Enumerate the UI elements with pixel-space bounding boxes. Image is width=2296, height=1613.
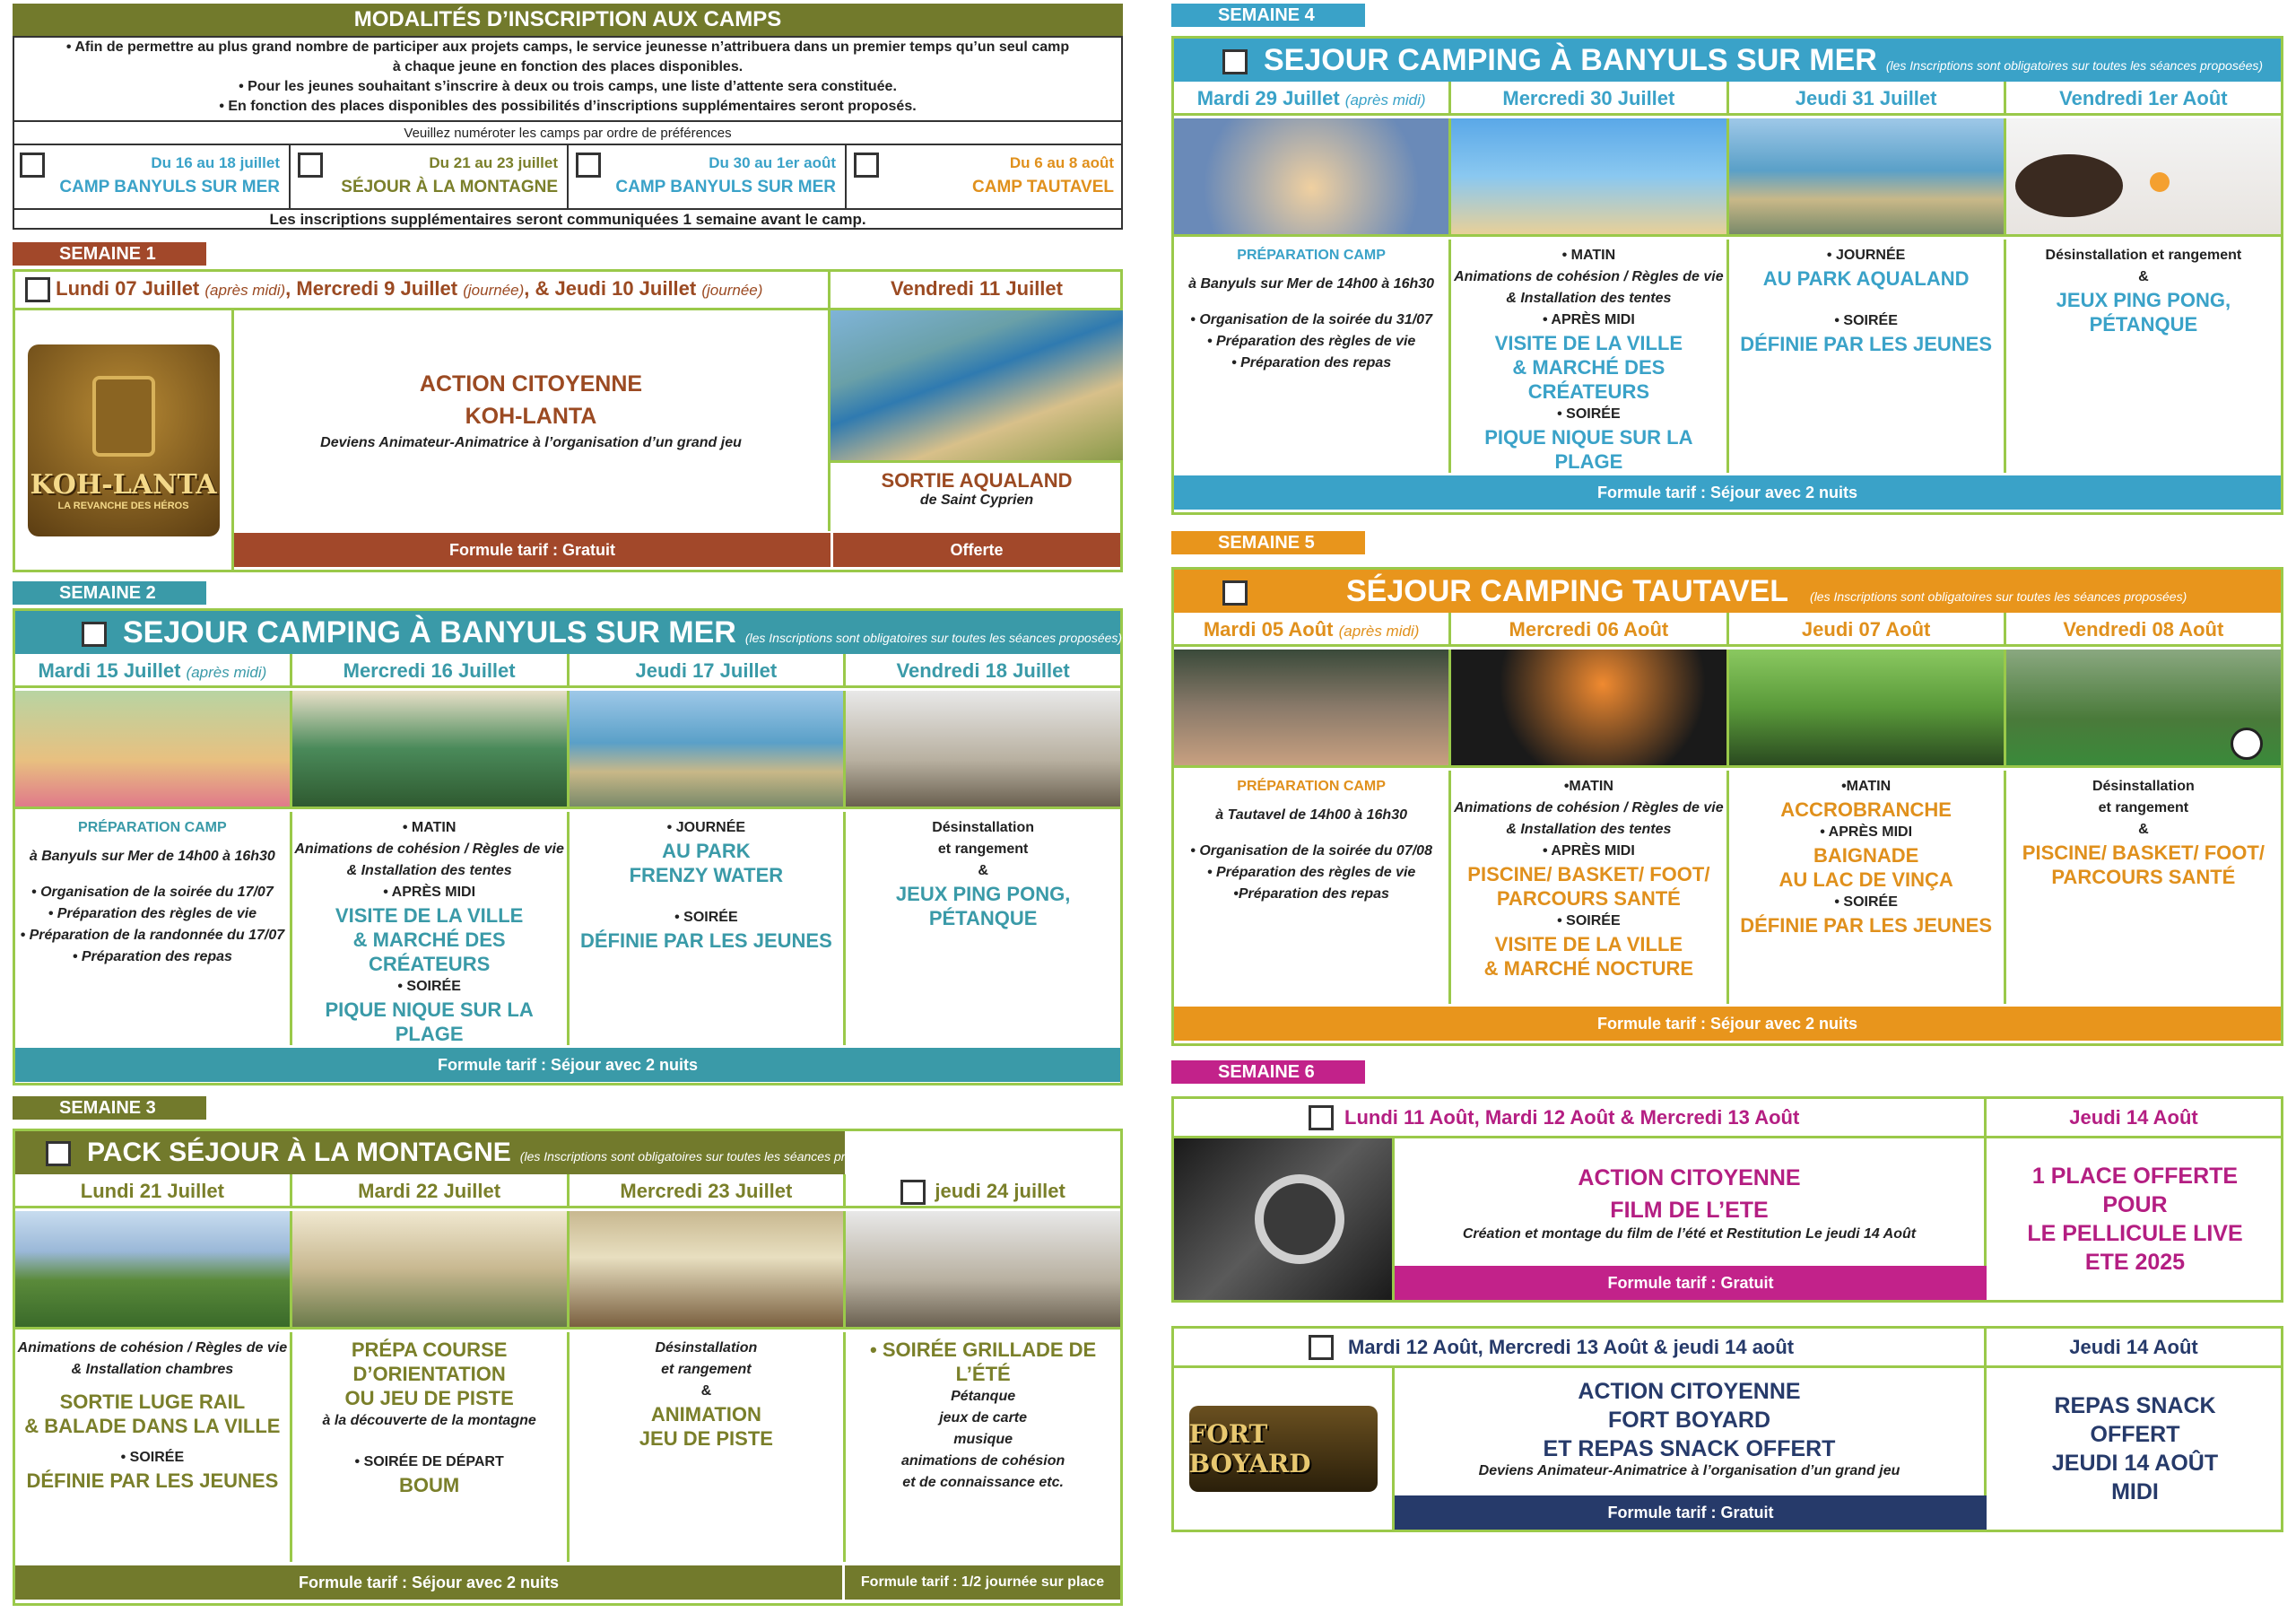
s6-boyard-action-1: FORT BOYARD bbox=[1607, 1408, 1771, 1433]
camp-dates-1: Du 16 au 18 juillet bbox=[151, 154, 280, 171]
semaine-4-header[interactable] bbox=[1174, 39, 2281, 82]
s5-photo-accrobranche bbox=[1729, 650, 2006, 765]
semaine-5-header[interactable] bbox=[1174, 570, 2281, 613]
koh-lanta-logo-sub: LA REVANCHE DES HÉROS bbox=[57, 500, 189, 511]
camp-checkbox-4[interactable] bbox=[854, 153, 879, 178]
s4-tarif: Formule tarif : Séjour avec 2 nuits bbox=[1174, 475, 2281, 510]
s2-photo-waterpark bbox=[570, 691, 847, 806]
s2-c1-title: PRÉPARATION CAMP bbox=[78, 820, 227, 835]
s3-c2-l4: BOUM bbox=[399, 1474, 460, 1496]
s6-film-tarif: Formule tarif : Gratuit bbox=[1395, 1266, 1987, 1300]
s5-note: (les Inscriptions sont obligatoires sur toutes les séances proposées) bbox=[1810, 589, 2187, 604]
s2-c2-l2: & Installation des tentes bbox=[346, 863, 512, 878]
semaine-5-checkbox[interactable] bbox=[1222, 580, 1248, 606]
s2-c1-l1: à Banyuls sur Mer de 14h00 à 16h30 bbox=[29, 849, 275, 864]
s2-photo-friends bbox=[15, 691, 292, 806]
s1-action: ACTION CITOYENNE bbox=[419, 371, 643, 397]
s5-c4-l3: PISCINE/ BASKET/ FOOT/ bbox=[2022, 841, 2265, 864]
s5-photo-football bbox=[2006, 650, 2281, 765]
s1-day-b: , Mercredi 9 Juillet bbox=[285, 277, 458, 300]
s2-c1-l2: • Organisation de la soirée du 17/07 bbox=[31, 885, 274, 900]
s6-film-checkbox[interactable] bbox=[1309, 1105, 1334, 1130]
s3-tarif: Formule tarif : Séjour avec 2 nuits bbox=[15, 1565, 842, 1600]
camp-choice-3[interactable] bbox=[569, 145, 847, 208]
s4-c2-l0: • MATIN bbox=[1561, 248, 1616, 263]
s5-day-3: Jeudi 07 Août bbox=[1729, 613, 2006, 644]
s6-film-action-2: FILM DE L’ETE bbox=[1610, 1198, 1769, 1223]
s6-film-offer-0: 1 PLACE OFFERTE bbox=[2031, 1164, 2239, 1189]
s1-day-friday: Vendredi 11 Juillet bbox=[831, 269, 1123, 310]
s5-c2-l5: PARCOURS SANTÉ bbox=[1496, 887, 1681, 910]
s3-c4-l2: jeux de carte bbox=[939, 1410, 1028, 1426]
s2-photo-tent bbox=[292, 691, 570, 806]
s1-tarif: Formule tarif : Gratuit bbox=[234, 533, 831, 567]
s3-c2-l1: OU JEU DE PISTE bbox=[344, 1387, 514, 1409]
s4-days bbox=[1174, 82, 2281, 116]
s3-c3-l2: & bbox=[700, 1383, 712, 1399]
s6-film-offer-1: POUR bbox=[2102, 1192, 2168, 1217]
s5-c2-l0: •MATIN bbox=[1563, 779, 1613, 794]
semaine-2-checkbox[interactable] bbox=[82, 622, 107, 647]
s6-boyard-offer-2: JEUDI 14 AOÛT bbox=[2051, 1451, 2219, 1476]
s2-c1-l4: • Préparation de la randonnée du 17/07 bbox=[20, 928, 285, 943]
s1-sortie-sub: de Saint Cyprien bbox=[919, 493, 1034, 508]
s2-c2-l5: & MARCHÉ DES CRÉATEURS bbox=[352, 929, 506, 975]
koh-lanta-logo bbox=[15, 310, 234, 570]
s5-c3-l6: DÉFINIE PAR LES JEUNES bbox=[1740, 914, 1992, 937]
fort-boyard-logo bbox=[1174, 1368, 1395, 1530]
s2-c2-l4: VISITE DE LA VILLE bbox=[335, 904, 524, 927]
football-icon bbox=[2231, 728, 2263, 760]
s5-photo-map-friends bbox=[1174, 650, 1451, 765]
s6-boyard-offer-1: OFFERT bbox=[2090, 1422, 2180, 1447]
s3-title: PACK SÉJOUR À LA MONTAGNE bbox=[87, 1138, 511, 1167]
s3-content bbox=[15, 1332, 1120, 1562]
s5-c1-l4: •Préparation des repas bbox=[1233, 886, 1389, 902]
s5-c3-l3: BAIGNADE bbox=[1813, 844, 1919, 867]
s3-c3-l3: ANIMATION bbox=[650, 1403, 761, 1426]
camp-checkbox-3[interactable] bbox=[576, 153, 601, 178]
s3-day-4[interactable]: jeudi 24 juillet bbox=[846, 1174, 1120, 1206]
s4-day-1: Mardi 29 Juillet (après midi) bbox=[1174, 82, 1451, 113]
fort-boyard-logo-text: FORT BOYARD bbox=[1189, 1406, 1378, 1492]
s5-c2-l3: • APRÈS MIDI bbox=[1542, 843, 1635, 859]
s5-tarif: Formule tarif : Séjour avec 2 nuits bbox=[1174, 1007, 2281, 1041]
s5-day-2: Mercredi 06 Août bbox=[1451, 613, 1728, 644]
semaine-5-label: SEMAINE 5 bbox=[1171, 531, 1365, 554]
s5-day-4: Vendredi 08 Août bbox=[2063, 618, 2224, 641]
s6-film-desc: Création et montage du film de l’été et Restitution Le jeudi 14 Août bbox=[1462, 1226, 1917, 1242]
s4-photo-ping-pong bbox=[2006, 118, 2281, 234]
s2-content bbox=[15, 812, 1120, 1045]
s4-title: SEJOUR CAMPING À BANYULS SUR MER bbox=[1264, 43, 1877, 77]
s3-photo-petanque bbox=[846, 1211, 1120, 1327]
s5-c2-l7: VISITE DE LA VILLE bbox=[1494, 933, 1683, 955]
s6-boyard-offer-3: MIDI bbox=[2111, 1479, 2159, 1504]
s4-c1-l3: • Préparation des règles de vie bbox=[1206, 334, 1416, 349]
s2-c2-l7: PIQUE NIQUE SUR LA PLAGE bbox=[325, 998, 534, 1045]
s2-photos bbox=[15, 691, 1120, 809]
semaine-3-label: SEMAINE 3 bbox=[13, 1096, 206, 1120]
s4-c1-l2: • Organisation de la soirée du 31/07 bbox=[1190, 312, 1432, 327]
s6-boyard-tarif: Formule tarif : Gratuit bbox=[1395, 1495, 1987, 1530]
s2-c2-l6: • SOIRÉE bbox=[397, 979, 461, 994]
camp-checkbox-2[interactable] bbox=[298, 153, 323, 178]
s3-photo-luge bbox=[15, 1211, 292, 1327]
semaine-4-label: SEMAINE 4 bbox=[1171, 4, 1365, 27]
s4-c2-l2: & Installation des tentes bbox=[1506, 291, 1672, 306]
s4-c1-l4: • Préparation des repas bbox=[1231, 355, 1392, 371]
s3-note: (les Inscriptions sont obligatoires sur toutes les séances proposées) bbox=[519, 1149, 898, 1164]
aqualand-photo bbox=[831, 310, 1123, 463]
s3-c3-l0: Désinstallation bbox=[655, 1340, 758, 1356]
s2-c2-l0: • MATIN bbox=[402, 820, 457, 835]
s3-c2-l3: • SOIRÉE DE DÉPART bbox=[354, 1454, 504, 1469]
s4-c1-l0: PRÉPARATION CAMP bbox=[1237, 248, 1386, 263]
s2-days bbox=[15, 654, 1120, 688]
s3-c4-l1: Pétanque bbox=[951, 1389, 1016, 1404]
s4-photo-aqualand bbox=[1729, 118, 2006, 234]
modalites-p3: • En fonction des places disponibles des possibilités d’inscriptions supplémentaires seront proposés. bbox=[219, 99, 917, 114]
s5-c2-l4: PISCINE/ BASKET/ FOOT/ bbox=[1467, 863, 1710, 885]
s3-c1-l4: • SOIRÉE bbox=[120, 1450, 185, 1465]
s3-c4-l0: • SOIRÉE GRILLADE DE L’ÉTÉ bbox=[870, 1338, 1097, 1385]
s3-tarif-2: Formule tarif : 1/2 journée sur place bbox=[845, 1565, 1120, 1600]
semaine-3-header[interactable] bbox=[15, 1131, 898, 1174]
s6-boyard-checkbox[interactable] bbox=[1309, 1335, 1334, 1360]
s5-title: SÉJOUR CAMPING TAUTAVEL bbox=[1346, 574, 1789, 608]
s6-film-day2: Jeudi 14 Août bbox=[1987, 1099, 2281, 1138]
s6-boyard-days[interactable] bbox=[1174, 1329, 1987, 1368]
s1-sortie: SORTIE AQUALAND bbox=[881, 469, 1073, 492]
s3-day-1: Lundi 21 Juillet bbox=[15, 1174, 292, 1206]
s5-c1-l2: • Organisation de la soirée du 07/08 bbox=[1190, 843, 1432, 859]
s5-c4-l4: PARCOURS SANTÉ bbox=[2051, 866, 2236, 888]
s6-film-offer-2: LE PELLICULE LIVE bbox=[2027, 1221, 2243, 1246]
s5-c1-l0: PRÉPARATION CAMP bbox=[1237, 779, 1386, 794]
semaine-6-label: SEMAINE 6 bbox=[1171, 1060, 1365, 1084]
s4-c2-l6: • SOIRÉE bbox=[1557, 406, 1621, 422]
s4-c2-l3: • APRÈS MIDI bbox=[1542, 312, 1635, 327]
s3-photo-mountain-friends bbox=[292, 1211, 570, 1327]
s6-boyard-offer-0: REPAS SNACK bbox=[2054, 1393, 2216, 1418]
s4-content bbox=[1174, 240, 2281, 473]
camp-name-2: SÉJOUR À LA MONTAGNE bbox=[341, 178, 558, 196]
ball-icon bbox=[2150, 172, 2170, 192]
s3-c1-l2: SORTIE LUGE RAIL bbox=[59, 1391, 246, 1413]
s3-day-2: Mardi 22 Juillet bbox=[292, 1174, 570, 1206]
s1-day-c-note: (journée) bbox=[701, 282, 763, 299]
s5-day-1: Mardi 05 Août (après midi) bbox=[1174, 613, 1451, 644]
modalites-title: MODALITÉS D’INSCRIPTION AUX CAMPS bbox=[13, 4, 1123, 36]
s6-boyard-desc: Deviens Animateur-Animatrice à l’organisation d’un grand jeu bbox=[1478, 1463, 1900, 1478]
s2-c3-l4: DÉFINIE PAR LES JEUNES bbox=[579, 929, 832, 952]
s5-c2-l1: Animations de cohésion / Règles de vie bbox=[1454, 800, 1724, 815]
s2-c4-l4: PÉTANQUE bbox=[928, 907, 1038, 929]
camp-name-3: CAMP BANYULS SUR MER bbox=[615, 178, 836, 196]
film-reel-icon bbox=[1255, 1174, 1344, 1264]
s5-c4-l1: et rangement bbox=[2098, 800, 2189, 815]
s3-day-4-checkbox[interactable] bbox=[900, 1180, 926, 1205]
s4-c4-l2: JEUX PING PONG, bbox=[2056, 289, 2231, 311]
s1-offerte: Offerte bbox=[833, 533, 1120, 567]
s4-c2-l4: VISITE DE LA VILLE bbox=[1494, 332, 1683, 354]
s5-c3-l2: • APRÈS MIDI bbox=[1820, 824, 1913, 840]
s2-c3-l0: • JOURNÉE bbox=[666, 820, 746, 835]
s4-c3-l1: AU PARK AQUALAND bbox=[1762, 267, 1970, 290]
camp-name-4: CAMP TAUTAVEL bbox=[972, 178, 1114, 196]
s4-day-3: Jeudi 31 Juillet bbox=[1729, 82, 2006, 113]
s3-days bbox=[15, 1174, 1120, 1208]
s6-boyard-action-0: ACTION CITOYENNE bbox=[1578, 1379, 1801, 1404]
s4-c4-l0: Désinstallation et rangement bbox=[2045, 248, 2242, 263]
s5-c2-l2: & Installation des tentes bbox=[1506, 822, 1672, 837]
s5-days bbox=[1174, 613, 2281, 647]
semaine-4-checkbox[interactable] bbox=[1222, 49, 1248, 74]
s5-c2-l8: & MARCHÉ NOCTURE bbox=[1483, 957, 1694, 980]
s5-c3-l1: ACCROBRANCHE bbox=[1780, 798, 1952, 821]
s5-c1-l1: à Tautavel de 14h00 à 16h30 bbox=[1215, 807, 1407, 823]
s2-day-4: Vendredi 18 Juillet bbox=[896, 659, 1070, 682]
s4-day-2: Mercredi 30 Juillet bbox=[1451, 82, 1728, 113]
modalites-p1: • Afin de permettre au plus grand nombre de participer aux projets camps, le service jeunesse n’attribuera dans un premier temps qu’un seul camp bbox=[65, 39, 1070, 55]
s2-title: SEJOUR CAMPING À BANYULS SUR MER bbox=[123, 615, 736, 650]
s5-content bbox=[1174, 771, 2281, 1004]
s5-c3-l5: • SOIRÉE bbox=[1834, 894, 1898, 910]
s5-c3-l4: AU LAC DE VINÇA bbox=[1779, 868, 1953, 891]
s3-day-3: Mercredi 23 Juillet bbox=[570, 1174, 847, 1206]
s2-day-2: Mercredi 16 Juillet bbox=[292, 654, 570, 685]
camp-dates-3: Du 30 au 1er août bbox=[709, 154, 836, 171]
s5-photos bbox=[1174, 650, 2281, 768]
semaine-1-label: SEMAINE 1 bbox=[13, 242, 206, 266]
s2-c4-l2: & bbox=[978, 863, 988, 878]
s6-boyard-action-2: ET REPAS SNACK OFFERT bbox=[1543, 1436, 1836, 1461]
s2-c4-l3: JEUX PING PONG, bbox=[895, 883, 1071, 905]
camp-choice-2[interactable] bbox=[291, 145, 569, 208]
s6-film-days[interactable] bbox=[1174, 1099, 1987, 1138]
semaine-1-days[interactable] bbox=[13, 269, 831, 310]
camp-name-1: CAMP BANYULS SUR MER bbox=[59, 178, 280, 196]
camp-dates-2: Du 21 au 23 juillet bbox=[429, 154, 558, 171]
s4-c2-l5: & MARCHÉ DES CRÉATEURS bbox=[1512, 356, 1665, 403]
s6-film-action: ACTION CITOYENNE bbox=[1578, 1165, 1801, 1190]
s2-c4-l1: et rangement bbox=[937, 841, 1029, 857]
s4-c1-l1: à Banyuls sur Mer de 14h00 à 16h30 bbox=[1188, 276, 1435, 292]
s3-photo-map bbox=[570, 1211, 847, 1327]
s4-c3-l3: DÉFINIE PAR LES JEUNES bbox=[1740, 333, 1992, 355]
s1-day-b-note: (journée) bbox=[463, 282, 525, 299]
s6-boyard-day2: Jeudi 14 Août bbox=[1987, 1329, 2281, 1368]
semaine-3-checkbox[interactable] bbox=[46, 1141, 71, 1166]
s4-day-4: Vendredi 1er Août bbox=[2059, 87, 2228, 109]
s4-c2-l7: PIQUE NIQUE SUR LA PLAGE bbox=[1484, 426, 1693, 473]
modalites-p1b: à chaque jeune en fonction des places disponibles. bbox=[392, 59, 744, 74]
s2-c2-l1: Animations de cohésion / Règles de vie bbox=[294, 841, 564, 857]
s5-c4-l2: & bbox=[2138, 822, 2149, 837]
s2-c3-l1: AU PARK bbox=[662, 840, 751, 862]
s4-photo-friends bbox=[1174, 118, 1451, 234]
s4-c3-l2: • SOIRÉE bbox=[1834, 313, 1898, 328]
s4-c4-l1: & bbox=[2138, 269, 2149, 284]
s2-day-3: Jeudi 17 Juillet bbox=[570, 654, 847, 685]
modalites-p2: • Pour les jeunes souhaitant s’inscrire à deux ou trois camps, une liste d’attente sera constituée. bbox=[239, 79, 897, 94]
s3-c1-l5: DÉFINIE PAR LES JEUNES bbox=[26, 1469, 279, 1492]
s4-note: (les Inscriptions sont obligatoires sur toutes les séances proposées) bbox=[1885, 58, 2264, 73]
s4-photos bbox=[1174, 118, 2281, 237]
s1-action-desc: Deviens Animateur-Animatrice à l’organisation d’un grand jeu bbox=[320, 435, 742, 450]
camp-choice-1[interactable] bbox=[13, 145, 291, 208]
semaine-1-checkbox[interactable] bbox=[25, 277, 50, 302]
s2-c1-l3: • Préparation des règles de vie bbox=[48, 906, 257, 921]
s1-day-c: , & Jeudi 10 Juillet bbox=[524, 277, 697, 300]
s3-c4-l4: animations de cohésion bbox=[900, 1453, 1065, 1469]
semaine-2-label: SEMAINE 2 bbox=[13, 581, 206, 605]
s6-film-offer-3: ETE 2025 bbox=[2084, 1250, 2186, 1275]
s3-c4-l3: musique bbox=[953, 1432, 1013, 1447]
s4-c2-l1: Animations de cohésion / Règles de vie bbox=[1454, 269, 1724, 284]
s1-day-a: Lundi 07 Juillet bbox=[56, 277, 200, 300]
paddle-icon bbox=[2015, 154, 2123, 217]
s5-c4-l0: Désinstallation bbox=[2092, 779, 2195, 794]
s5-c2-l6: • SOIRÉE bbox=[1557, 913, 1621, 929]
s4-photo-beach-volley bbox=[1451, 118, 1728, 234]
s2-c2-l3: • APRÈS MIDI bbox=[383, 885, 476, 900]
s6-film-days-text: Lundi 11 Août, Mardi 12 Août & Mercredi 13 Août bbox=[1344, 1106, 1800, 1129]
camp-dates-4: Du 6 au 8 août bbox=[1009, 154, 1114, 171]
s4-c4-l3: PÉTANQUE bbox=[2089, 313, 2198, 336]
s2-c3-l2: FRENZY WATER bbox=[629, 864, 784, 886]
s3-c4-l5: et de connaissance etc. bbox=[902, 1475, 1064, 1490]
s5-photo-basket bbox=[1451, 650, 1728, 765]
s2-c4-l0: Désinstallation bbox=[932, 820, 1035, 835]
s3-c1-l3: & BALADE DANS LA VILLE bbox=[24, 1415, 281, 1437]
totem-icon bbox=[92, 376, 155, 457]
camp-choice-4[interactable] bbox=[847, 145, 1123, 208]
s2-day-1: Mardi 15 Juillet (après midi) bbox=[15, 654, 292, 685]
s3-photos bbox=[15, 1211, 1120, 1330]
s5-c1-l3: • Préparation des règles de vie bbox=[1206, 865, 1416, 880]
s4-c3-l0: • JOURNÉE bbox=[1826, 248, 1906, 263]
camp-checkbox-1[interactable] bbox=[20, 153, 45, 178]
s3-c2-l0: PRÉPA COURSE D’ORIENTATION bbox=[351, 1338, 508, 1385]
modalites-numeroter: Veuillez numéroter les camps par ordre de préférences bbox=[13, 120, 1123, 145]
semaine-2-header[interactable] bbox=[15, 611, 1123, 654]
koh-lanta-logo-title: KOH-LANTA bbox=[30, 468, 217, 501]
s2-photo-petanque bbox=[846, 691, 1120, 806]
s3-c1-l0: Animations de cohésion / Règles de vie bbox=[17, 1340, 288, 1356]
film-reel-photo bbox=[1174, 1138, 1395, 1300]
s1-action-2: KOH-LANTA bbox=[465, 404, 597, 429]
s2-note: (les Inscriptions sont obligatoires sur toutes les séances proposées) bbox=[744, 631, 1123, 645]
s2-tarif: Formule tarif : Séjour avec 2 nuits bbox=[15, 1048, 1120, 1082]
modalites-footer: Les inscriptions supplémentaires seront communiquées 1 semaine avant le camp. bbox=[13, 208, 1123, 230]
s3-c3-l4: JEU DE PISTE bbox=[639, 1427, 773, 1450]
s1-day-a-note: (après midi) bbox=[204, 282, 286, 299]
s6-boyard-days-text: Mardi 12 Août, Mercredi 13 Août & jeudi 14 août bbox=[1348, 1336, 1795, 1358]
s2-c3-l3: • SOIRÉE bbox=[674, 910, 738, 925]
s3-c3-l1: et rangement bbox=[661, 1362, 752, 1377]
s2-c1-l5: • Préparation des repas bbox=[72, 949, 232, 964]
s5-c3-l0: •MATIN bbox=[1841, 779, 1892, 794]
s3-c1-l1: & Installation chambres bbox=[71, 1362, 234, 1377]
s3-c2-l2: à la découverte de la montagne bbox=[322, 1413, 536, 1428]
